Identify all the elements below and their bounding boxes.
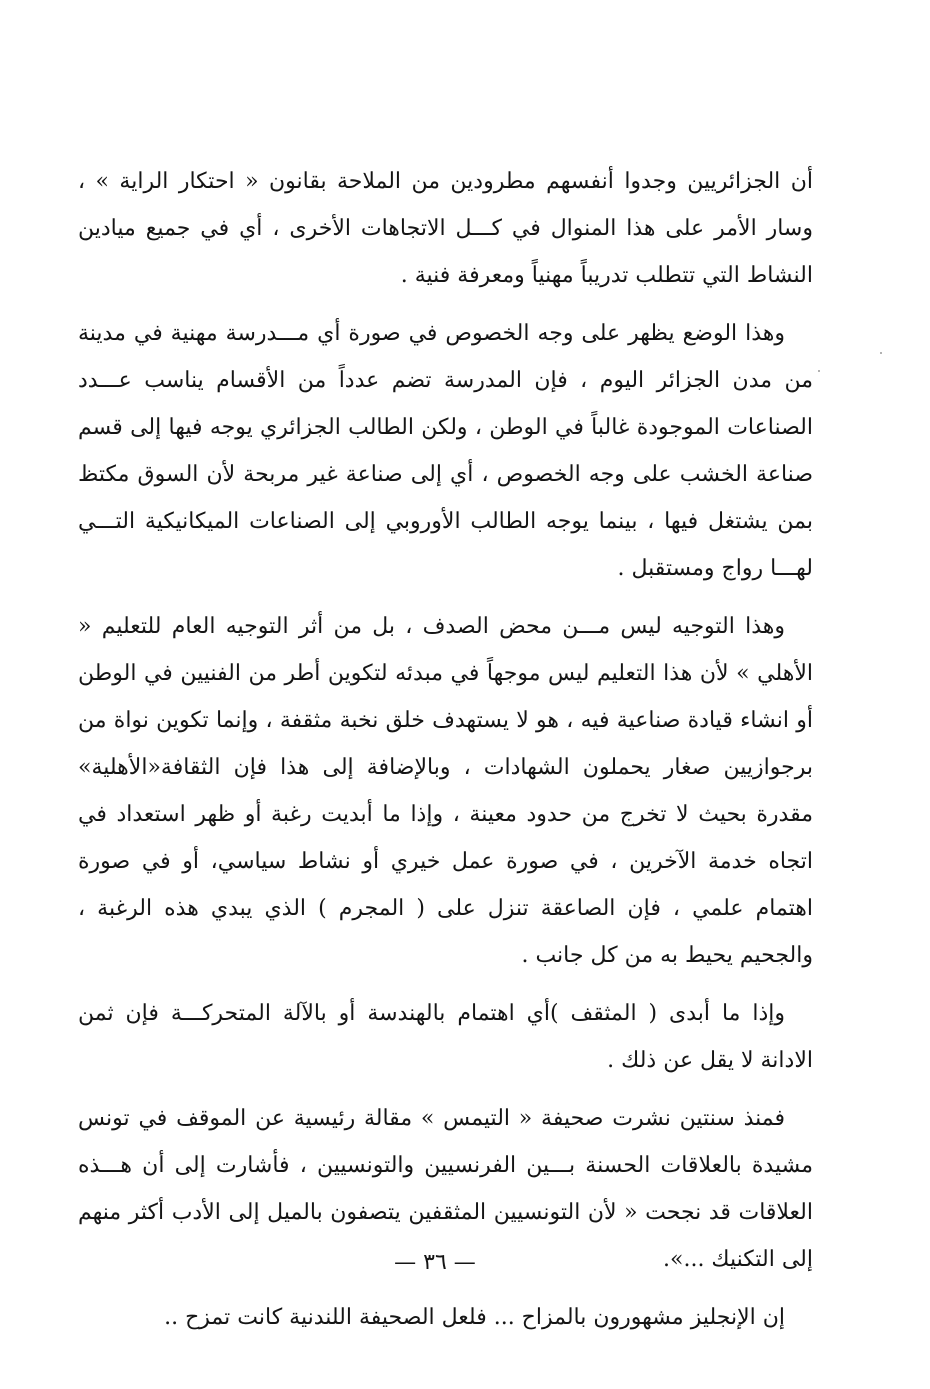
paragraph: أن الجزائريين وجدوا أنفسهم مطرودين من الملاحة بقانون « احتكار الراية » ، وسار الأمر على هذا المنوال في كـــل الاتجاهات الأخرى ، أي في جميع ميادين النشاط التي تتطلب تدريباً مهنياً ومعرفة فنية . xyxy=(78,169,813,288)
paragraph: وهذا التوجيه ليس مـــن محض الصدف ، بل من أثر التوجيه العام للتعليم « الأهلي » لأن هذا التعليم ليس موجهاً في مبدئه لتكوين أطر من الفنيين في الوطن أو انشاء قيادة صناعية فيه ، هو لا يستهدف خلق نخبة مثقفة ، وإنما تكوين نواة من برجوازيين صغار يحملون الشهادات ، وبالإضافة إلى هذا فإن الثقافة«الأهلية» مقدرة بحيث لا تخرج من حدود معينة ، وإذا ما أبديت رغبة أو ظهر استعداد في اتجاه خدمة الآخرين ، في صورة عمل خيري أو نشاط سياسي، أو في صورة اهتمام علمي ، فإن الصاعقة تنزل على ( المجرم ) الذي يبدي هذه الرغبة ، والجحيم يحيط به من كل جانب . xyxy=(78,614,813,968)
paragraph: فمنذ سنتين نشرت صحيفة « التيمس » مقالة رئيسية عن الموقف في تونس مشيدة بالعلاقات الحسنة بـــين الفرنسيين والتونسيين ، فأشارت إلى أن هـــذه العلاقات قد نجحت « لأن التونسيين المثقفين يتصفون بالميل إلى الأدب أكثر منهم إلى التكنيك ...». xyxy=(78,1106,813,1272)
scan-speck xyxy=(880,352,882,354)
page-number: — ٣٦ — xyxy=(394,1250,476,1275)
paragraph: وإذا ما أبدى ( المثقف )أي اهتمام بالهندسة أو بالآلة المتحركـــة فإن ثمن الادانة لا يقل عن ذلك . xyxy=(78,1001,813,1073)
paragraph: وهذا الوضع يظهر على وجه الخصوص في صورة أي مـــدرسة مهنية في مدينة من مدن الجزائر اليوم ، فإن المدرسة تضم عدداً من الأقسام يناسب عـــدد الصناعات الموجودة غالباً في الوطن ، ولكن الطالب الجزائري يوجه فيها إلى قسم صناعة الخشب على وجه الخصوص ، أي إلى صناعة غير مربحة لأن السوق مكتظ بمن يشتغل فيها ، بينما يوجه الطالب الأوروبي إلى الصناعات الميكانيكية التـــي لهـــا رواج ومستقبل . xyxy=(78,321,813,581)
paragraph: إن الإنجليز مشهورون بالمزاح ... فلعل الصحيفة اللندنية كانت تمزح .. xyxy=(164,1305,785,1330)
body-text xyxy=(78,158,813,1352)
scan-speck xyxy=(818,370,820,372)
